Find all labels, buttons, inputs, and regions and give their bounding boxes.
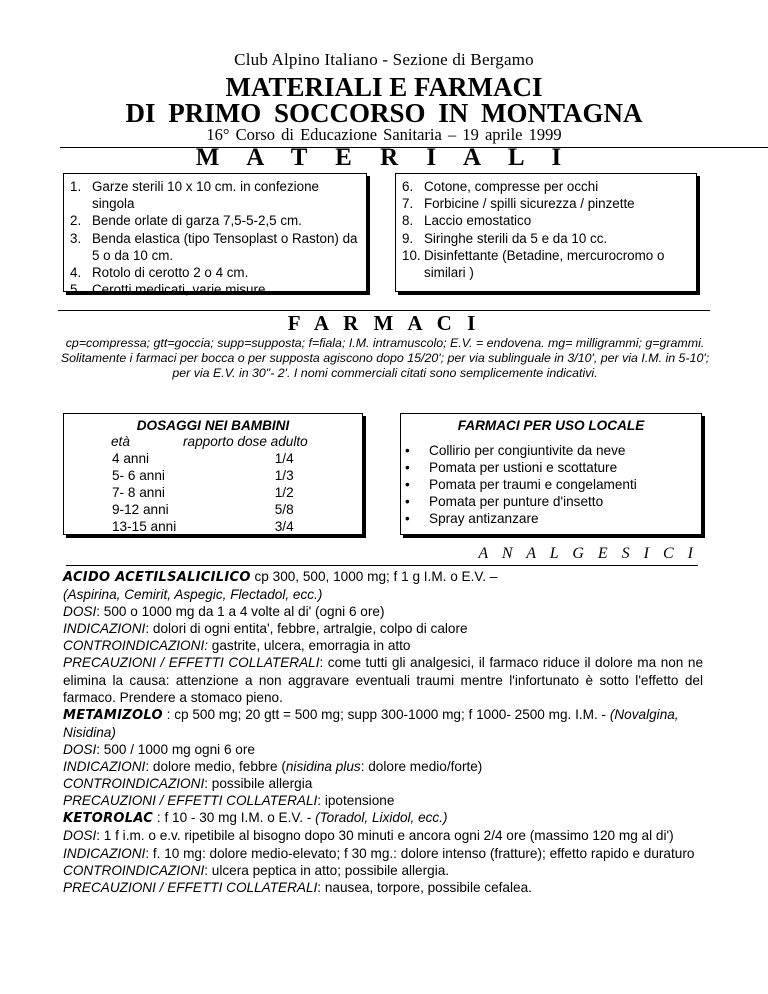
bullet-icon: • (405, 477, 410, 492)
table-row: 7- 8 anni 1/2 (112, 485, 294, 500)
age-column-header: età (111, 434, 130, 449)
list-item: 5. Cerotti medicati, varie misure (70, 282, 266, 298)
drug-metamizolo-header: METAMIZOLO : cp 500 mg; 20 gtt = 500 mg; supp 300-1000 mg; f 1000- 2500 mg. I.M. - (Novalgina, Nisidina) (63, 706, 679, 740)
list-item: • Pomata per traumi e congelamenti (405, 477, 637, 492)
drug-indicazioni: INDICAZIONI: dolore medio, febbre (nisidina plus: dolore medio/forte) (63, 759, 483, 775)
materials-list-right (396, 174, 696, 281)
drug-dosi: DOSI: 1 f i.m. o e.v. ripetibile al bisogno dopo 30 minuti e ancora ogni 2/4 ore (massimo 120 mg al di') (63, 828, 674, 844)
table-row: 9-12 anni 5/8 (112, 502, 294, 517)
list-item: 4. Rotolo di cerotto 2 o 4 cm. (70, 265, 249, 281)
section-heading-analgesici: A N A L G E S I C I (478, 545, 698, 562)
drug-controindicazioni: CONTROINDICAZIONI: possibile allergia (63, 776, 313, 792)
page-title-line-1: MATERIALI E FARMACI (225, 72, 543, 102)
section-heading-farmaci: F A R M A C I (287, 311, 481, 335)
drug-controindicazioni: CONTROINDICAZIONI: ulcera peptica in atto; possibile allergia. (63, 862, 450, 878)
list-item: • Spray antizanzare (405, 511, 539, 526)
materials-list-left (64, 174, 366, 298)
drug-dosi: DOSI: 500 o 1000 mg da 1 a 4 volte al di' (ogni 6 ore) (63, 604, 385, 620)
organization-line: Club Alpino Italiano - Sezione di Bergamo (234, 50, 534, 69)
list-item: 2. Bende orlate di garza 7,5-5-2,5 cm. (70, 213, 302, 229)
list-item: 3. Benda elastica (tipo Tensoplast o Raston) da 5 o da 10 cm. (70, 230, 358, 263)
local-use-box-title: FARMACI PER USO LOCALE (457, 418, 645, 433)
drug-precauzioni: PRECAUZIONI / EFFETTI COLLATERALI: ipotensione (63, 793, 395, 809)
bullet-icon: • (405, 460, 410, 475)
drug-precauzioni: PRECAUZIONI / EFFETTI COLLATERALI: come tutti gli analgesici, il farmaco riduce il dolore ma non ne elimina la causa: attenzione a non aggravare eventuali traumi mentre l'infortunato è sotto l'effetto del farmaco. Prendere a stomaco pieno. (63, 655, 703, 705)
section-heading-materiali: M A T E R I A L I (195, 144, 573, 171)
bullet-icon: • (405, 443, 410, 458)
list-item: 9. Siringhe sterili da 5 e da 10 cc. (402, 230, 608, 246)
list-item: 6. Cotone, compresse per occhi (402, 179, 599, 194)
drug-dosi: DOSI: 500 / 1000 mg ogni 6 ore (63, 741, 255, 757)
dosage-column-headers (64, 433, 362, 450)
page-title-line-2: DI PRIMO SOCCORSO IN MONTAGNA (125, 98, 643, 128)
table-row: 13-15 anni 3/4 (112, 519, 294, 534)
drug-name: ACIDO ACETILSALICILICO (63, 570, 251, 585)
list-item: • Collirio per congiuntivite da neve (405, 443, 626, 458)
analgesics-body (63, 568, 703, 896)
table-row: 5- 6 anni 1/3 (112, 468, 294, 483)
list-item: 1. Garze sterili 10 x 10 cm. in confezione singola (70, 179, 320, 212)
divider-analgesici (66, 565, 698, 566)
drug-precauzioni: PRECAUZIONI / EFFETTI COLLATERALI: nausea, torpore, possibile cefalea. (63, 879, 532, 895)
list-item: 7. Forbicine / spilli sicurezza / pinzette (402, 196, 635, 212)
materials-box-left (63, 173, 367, 298)
list-item: • Pomata per punture d'insetto (405, 494, 604, 509)
list-item: 8. Laccio emostatico (402, 213, 532, 229)
pediatric-dosage-box (63, 413, 363, 535)
drug-ketorolac-header: KETOROLAC : f 10 - 30 mg I.M. o E.V. - (Toradol, Lixidol, ecc.) (63, 810, 448, 827)
local-use-list (401, 442, 701, 527)
bullet-icon: • (405, 511, 410, 526)
drug-indicazioni: INDICAZIONI: dolori di ogni entita', febbre, artralgie, colpo di calore (63, 621, 468, 637)
ratio-column-header: rapporto dose adulto (183, 434, 308, 449)
drug-name: METAMIZOLO (63, 707, 163, 723)
local-use-drugs-box (400, 413, 702, 535)
drug-name: KETOROLAC (63, 811, 154, 827)
drug-brands: (Aspirina, Cemirit, Aspegic, Flectadol, ecc.) (63, 587, 323, 603)
list-item: 10. Disinfettante (Betadine, mercurocromo o similari ) (402, 247, 665, 281)
list-item: • Pomata per ustioni e scottature (405, 460, 618, 475)
dosage-box-title: DOSAGGI NEI BAMBINI (136, 418, 290, 433)
drug-indicazioni: INDICAZIONI: f. 10 mg: dolore medio-elevato; f 30 mg.: dolore intenso (fratture); effetto rapido e duraturo (63, 845, 695, 861)
drug-controindicazioni: CONTROINDICAZIONI: gastrite, ulcera, emorragia in atto (63, 638, 411, 654)
abbreviations-legend: cp=compressa; gtt=goccia; supp=supposta; f=fiala; I.M. intramuscolo; E.V. = endovena. mg= milligrammi; g=grammi. Solitamente i farmaci per bocca o per supposta agiscono dopo 15/20'; per via sublinguale in 3/10', per via I.M. in 5-10'; per via E.V. in 30"- 2'. I nomi commerciali citati sono semplicemente indicativi. (60, 336, 710, 380)
course-subtitle: 16° Corso di Educazione Sanitaria – 19 aprile 1999 (206, 125, 562, 144)
bullet-icon: • (405, 494, 410, 509)
table-row: 4 anni 1/4 (112, 451, 294, 466)
materials-box-right (395, 173, 697, 292)
drug-acido-header: ACIDO ACETILSALICILICO cp 300, 500, 1000 mg; f 1 g I.M. o E.V. – (63, 569, 498, 585)
